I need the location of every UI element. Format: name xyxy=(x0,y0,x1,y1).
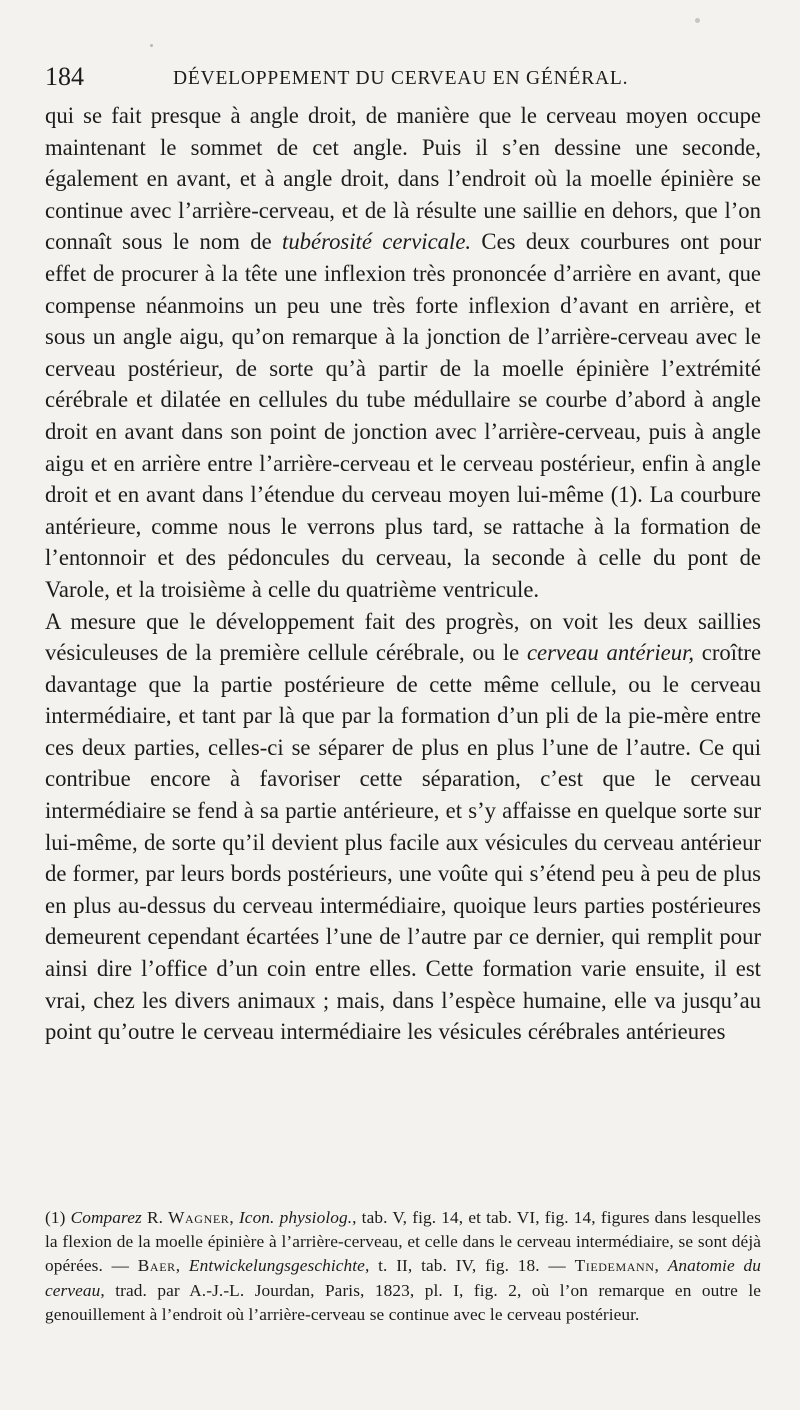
paper-speck xyxy=(695,18,700,23)
page-number: 184 xyxy=(45,62,84,91)
footnote-text: , xyxy=(229,1208,239,1227)
main-text xyxy=(45,100,761,1048)
text-run: croître davantage que la partie postérieure de cette même cellule, ou le cerveau intermédiaire, et tant par là que par la formation d’un pli de la pie-mère entre ces deux parties, celles-ci se séparer de plus en plus l’une de l’autre. Ce qui contribue encore à favoriser cette séparation, c’est que le cerveau intermédiaire se fend à sa partie antérieure, et s’y affaisse en quelque sorte sur lui-même, de sorte qu’il devient plus facile aux vésicules du cerveau antérieur de former, par leurs bords postérieurs, une voûte qui s’étend peu à peu de plus en plus au-dessus du cerveau intermédiaire, quoique leurs parties postérieures demeurent cependant écartées l’une de l’autre par ce dernier, qui remplit pour ainsi dire l’office d’un coin entre elles. Cette formation varie ensuite, il est vrai, chez les divers animaux ; mais, dans l’espèce humaine, elle va jusqu’au point qu’outre le cerveau intermédiaire les vésicules cérébrales antérieures xyxy=(45,640,762,1045)
author-name: Tiedemann xyxy=(574,1256,655,1276)
footnote-marker: (1) xyxy=(45,1208,71,1227)
footnote-text: , t. II, tab. IV, fig. 18. — xyxy=(364,1256,575,1276)
text-run: qui se fait presque à angle droit, de manière que le cerveau moyen occupe maintenant le sommet de cet angle. Puis il s’en dessine une seconde, également en avant, et à angle droit, dans l’endroit où la moelle épinière se continue avec l’arrière-cerveau, et de là résulte une saillie en dehors, que l’on connaît sous le nom de xyxy=(45,103,761,255)
author-name: Wagner xyxy=(168,1208,230,1227)
work-title: Icon. physiolog. xyxy=(238,1208,353,1227)
footnote-text: , xyxy=(654,1256,668,1276)
paper-speck xyxy=(150,44,153,47)
page-header xyxy=(45,62,762,92)
footnote-italic: Comparez xyxy=(70,1208,142,1227)
footnote-text: , trad. par A.-J.-L. Jourdan, Paris, 1823, pl. I, fig. 2, où l’on remarque en outre le genouillement à l’endroit où l’arrière-cerveau se continue avec le cerveau postérieur. xyxy=(45,1280,761,1324)
footnote-text: R. xyxy=(141,1208,169,1227)
footnote-text: , tab. V, fig. 14, et tab. VI, fig. 14, figures dans lesquelles la flexion de la moelle épinière à l’arrière-cerveau, et celle dans le cerveau intermédiaire, se sont déjà opérées. — xyxy=(45,1208,762,1276)
text-run: Ces deux courbures ont pour effet de procurer à la tête une inflexion très prononcée d’arrière en avant, que compense néanmoins un peu une très forte inflexion d’avant en arrière, et sous un angle aigu, qu’on remarque à la jonction de l’arrière-cerveau avec le cerveau postérieur, de sorte qu’à partir de la moelle épinière l’extrémité cérébrale et dilatée en cellules du tube médullaire se courbe d’abord à angle droit en avant dans son point de jonction avec l’arrière-cerveau, puis à angle aigu et en arrière entre l’arrière-cerveau et le cerveau postérieur, enfin à angle droit et en avant dans l’étendue du cerveau moyen lui-même (1). La courbure antérieure, comme nous le verrons plus tard, se rattache à la formation de l’entonnoir et des pédoncules du cerveau, la seconde à celle du pont de Varole, et la troisième à celle du quatrième ventricule. xyxy=(45,229,762,602)
footnotes xyxy=(45,1206,761,1327)
italic-term: cerveau antérieur, xyxy=(526,640,695,666)
text-run: A mesure que le développement fait des progrès, on voit les deux saillies vésiculeuses de la première cellule cérébrale, ou le xyxy=(45,608,761,666)
paragraph xyxy=(45,606,761,1048)
italic-term: tubérosité cervicale. xyxy=(282,229,472,255)
author-name: Baer xyxy=(137,1256,176,1276)
footnote xyxy=(45,1206,761,1327)
work-title: Entwickelungsgeschichte xyxy=(188,1256,365,1276)
work-title: Anatomie du cerveau xyxy=(45,1256,761,1300)
footnote-text: , xyxy=(175,1256,189,1276)
paragraph xyxy=(45,100,761,606)
running-title: DÉVELOPPEMENT DU CERVEAU EN GÉNÉRAL. xyxy=(173,68,629,89)
